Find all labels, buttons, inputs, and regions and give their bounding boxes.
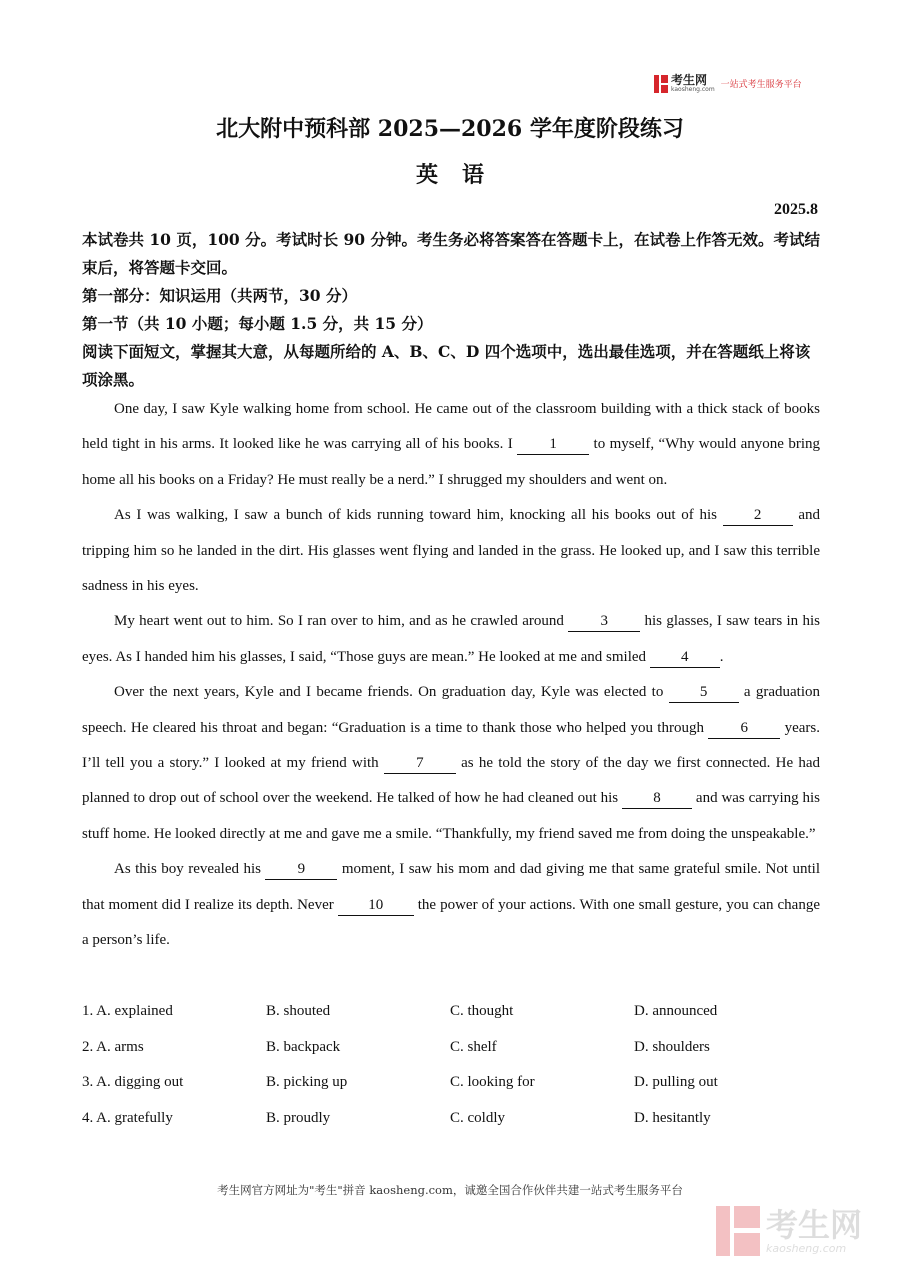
option-c: C. looking for <box>450 1074 535 1090</box>
passage-paragraph: Over the next years, Kyle and I became friends. On graduation day, Kyle was elected to 5 a graduation speech. He cleared his throat and began: “Graduation is a time to thank those who helped you through 6 years. I’ll tell you a story.” I looked at my friend with 7 as he told the story of the day we first connected. He had planned to drop out of school over the weekend. He talked of how he had cleaned out his 8 and was carrying his stuff home. He looked directly at me and gave me a smile. “Thankfully, my friend saved me from doing the unspeakable.” <box>82 684 821 842</box>
option-row <box>82 1065 822 1101</box>
passage-paragraph: As this boy revealed his 9 moment, I saw his mom and dad giving me that same grateful smile. Not until that moment did I realize its depth. Never 10 the power of your actions. With one small gesture, you can change a person’s life. <box>82 861 820 949</box>
part-heading: 第一部分：知识运用（共两节，30 分） <box>82 286 357 305</box>
option-c: C. thought <box>450 1003 514 1019</box>
kaosheng-watermark-icon <box>716 1206 760 1256</box>
option-d: D. pulling out <box>634 1074 718 1090</box>
cloze-blank: 1 <box>517 434 589 455</box>
brand-url: kaosheng.com <box>671 86 715 93</box>
passage-paragraph: My heart went out to him. So I ran over to him, and as he crawled around 3 his glasses, I saw tears in his eyes. As I handed him his glasses, I said, “Those guys are mean.” He looked at me and smiled 4 . <box>82 604 820 675</box>
cloze-blank: 10 <box>338 895 414 916</box>
cloze-blank: 6 <box>708 718 780 739</box>
kaosheng-logo-icon <box>654 75 668 93</box>
answer-options <box>82 994 822 1136</box>
watermark-url: kaosheng.com <box>766 1241 847 1255</box>
option-c: C. coldly <box>450 1109 505 1126</box>
option-row <box>82 994 822 1030</box>
section-directions: 阅读下面短文，掌握其大意，从每题所给的 A、B、C、D 四个选项中，选出最佳选项，并在答题纸上将该项涂黑。 <box>82 342 811 389</box>
option-d: D. shoulders <box>634 1038 710 1055</box>
option-row <box>82 1030 822 1066</box>
cloze-blank: 8 <box>622 788 692 809</box>
option-b: B. backpack <box>266 1038 341 1055</box>
cloze-blank: 7 <box>384 753 456 774</box>
exam-date: 2025.8 <box>774 201 818 218</box>
cloze-blank: 2 <box>723 505 793 526</box>
cloze-passage <box>82 392 820 959</box>
option-row <box>82 1101 822 1137</box>
cloze-blank: 4 <box>650 647 720 668</box>
passage-paragraph: One day, I saw Kyle walking home from school. He came out of the classroom building with a thick stack of books held tight in his arms. It looked like he was carrying all of his books. I 1 to myself, “Why would anyone bring home all his books on a Friday? He must really be a nerd.” I shrugged my shoulders and went on. <box>82 401 821 488</box>
cloze-blank: 9 <box>265 859 337 880</box>
passage-paragraph: As I was walking, I saw a bunch of kids running toward him, knocking all his books out of his 2 and tripping him so he landed in the dirt. His glasses went flying and landed in the grass. He looked up, and I saw this terrible sadness in his eyes. <box>82 507 820 595</box>
option-b: B. picking up <box>266 1074 348 1090</box>
brand-slogan: 一站式考生服务平台 <box>720 80 802 90</box>
option-d: D. announced <box>634 1003 718 1019</box>
brand-logo <box>654 74 802 93</box>
cloze-blank: 3 <box>568 611 640 632</box>
exam-notice: 本试卷共 10 页，100 分。考试时长 90 分钟。考生务必将答案答在答题卡上，在试卷上作答无效。考试结束后，将答题卡交回。 <box>82 230 820 277</box>
watermark-logo <box>716 1206 862 1256</box>
section-heading: 第一节（共 10 小题；每小题 1.5 分，共 15 分） <box>82 314 433 333</box>
exam-subject: 英语 <box>415 162 508 188</box>
watermark-name: 考生网 <box>766 1205 863 1244</box>
option-d: D. hesitantly <box>634 1109 711 1126</box>
cloze-blank: 5 <box>669 682 739 703</box>
option-c: C. shelf <box>450 1038 497 1055</box>
exam-title: 北大附中预科部 2025—2026 学年度阶段练习 <box>216 116 684 142</box>
option-a: 4. A. gratefully <box>82 1109 173 1126</box>
option-b: B. proudly <box>266 1109 331 1126</box>
option-a: 1. A. explained <box>82 1003 173 1019</box>
brand-name: 考生网 <box>671 73 708 87</box>
option-a: 3. A. digging out <box>82 1074 184 1090</box>
page-footer: 考生网官方网址为"考生"拼音 kaosheng.com，诚邀全国合作伙伴共建一站式考生服务平台 <box>217 1183 683 1197</box>
option-b: B. shouted <box>266 1003 331 1019</box>
option-a: 2. A. arms <box>82 1038 144 1055</box>
